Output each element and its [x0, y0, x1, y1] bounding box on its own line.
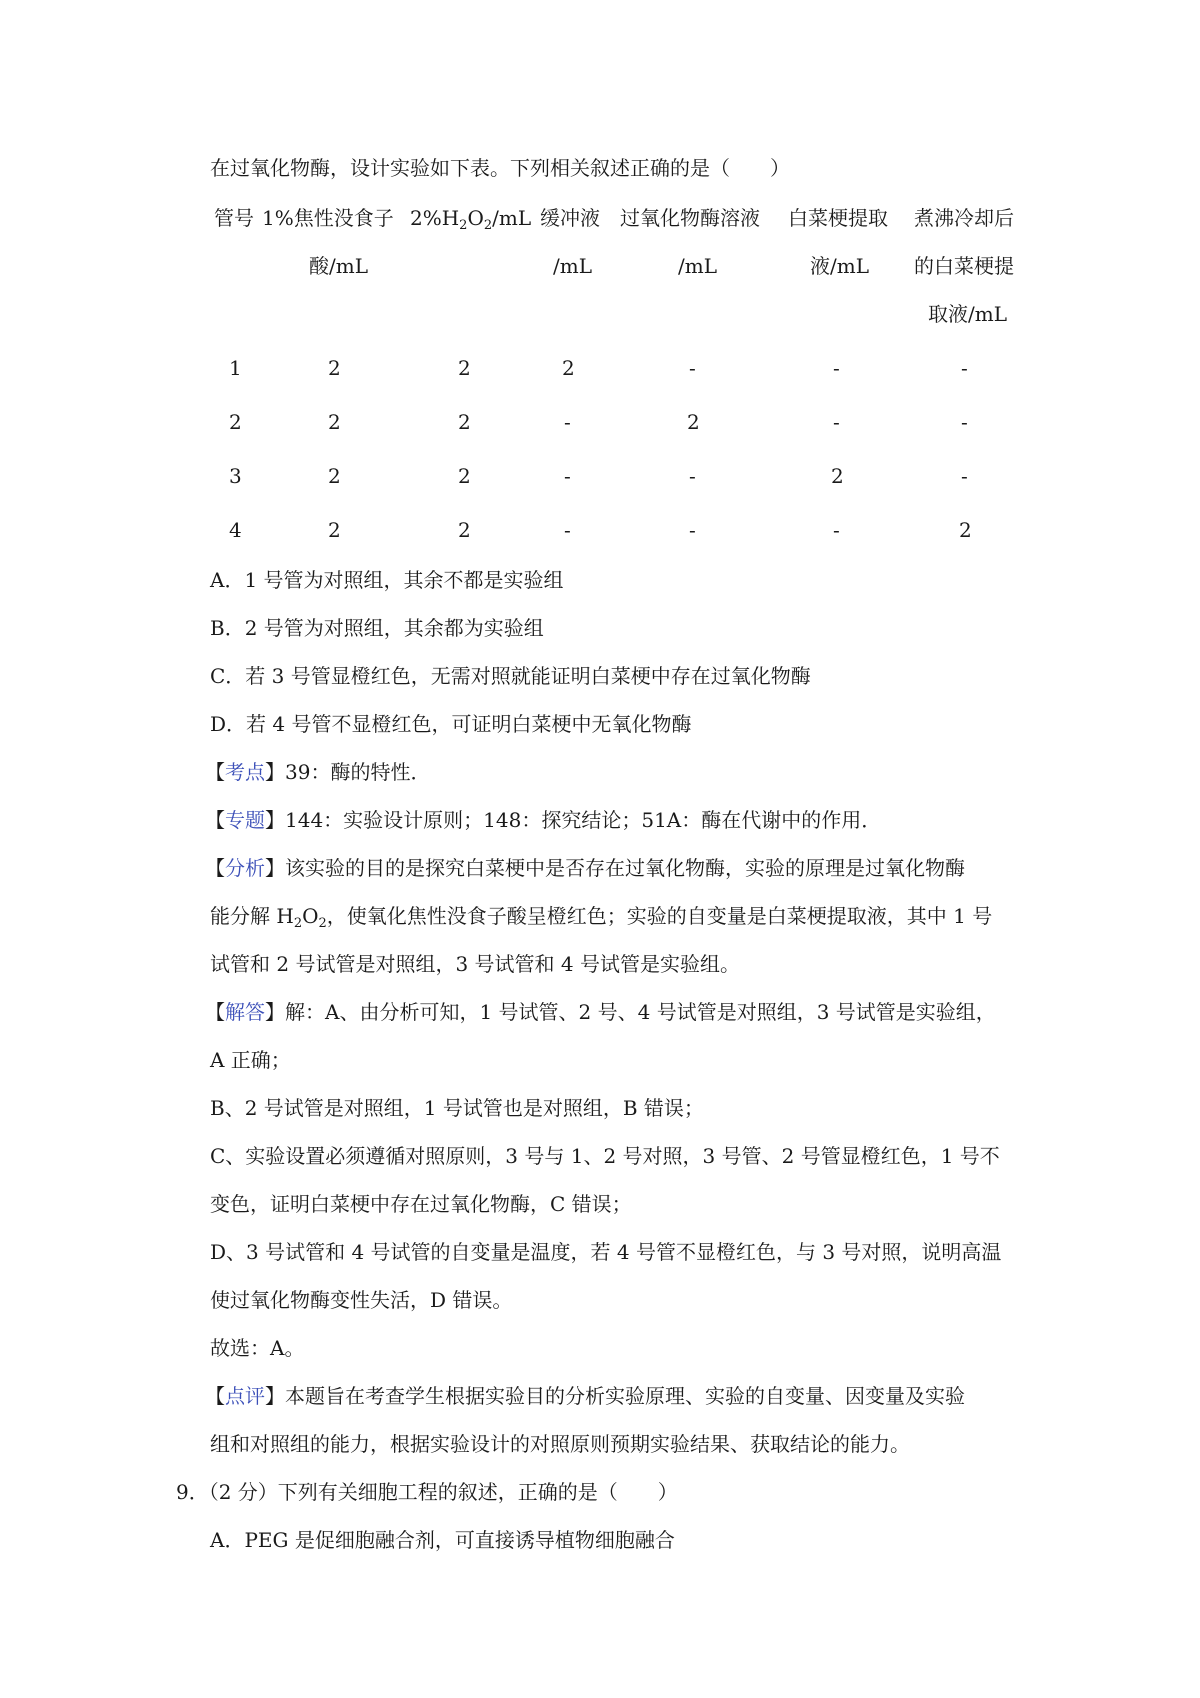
jieda-line-4: C、实验设置必须遵循对照原则，3 号与 1、2 号对照，3 号管、2 号管显橙红色，1 号不 [210, 1144, 1000, 1168]
fenxi-tag: 分析 [225, 856, 265, 880]
jieda-line-7: 使过氧化物酶变性失活，D 错误。 [210, 1288, 513, 1312]
header-boiled-extract: 煮沸冷却后 [914, 206, 1014, 230]
table-cell: 2 [687, 410, 700, 434]
dianping-line-1: 【点评】本题旨在考查学生根据实验目的分析实验原理、实验的自变量、因变量及实验 [205, 1384, 965, 1408]
question-9: 9．（2 分）下列有关细胞工程的叙述，正确的是（ ） [176, 1480, 678, 1504]
table-cell: - [961, 410, 968, 434]
jieda-tag: 解答 [225, 1000, 265, 1024]
kaodian-tag: 考点 [225, 760, 265, 784]
table-cell: 2 [328, 464, 341, 488]
header-pyrogallol-unit: 酸/mL [309, 254, 368, 278]
q9-option-a: A．PEG 是促细胞融合剂，可直接诱导植物细胞融合 [210, 1528, 675, 1552]
table-cell: - [689, 464, 696, 488]
option-b: B．2 号管为对照组，其余都为实验组 [210, 616, 544, 640]
table-cell: - [961, 464, 968, 488]
table-cell: 1 [229, 356, 242, 380]
header-pyrogallol: 1%焦性没食子 [262, 206, 394, 230]
table-cell: - [689, 356, 696, 380]
kaodian-line: 【考点】39：酶的特性． [205, 760, 431, 784]
option-a: A．1 号管为对照组，其余不都是实验组 [210, 568, 564, 592]
table-cell: - [564, 464, 571, 488]
table-cell: 2 [458, 356, 471, 380]
table-cell: 2 [959, 518, 972, 542]
dianping-line-2: 组和对照组的能力，根据实验设计的对照原则预期实验结果、获取结论的能力。 [210, 1432, 910, 1456]
dianping-tag: 点评 [225, 1384, 265, 1408]
header-boiled-extract-2: 的白菜梗提 [914, 254, 1014, 278]
zhuanti-line: 【专题】144：实验设计原则；148：探究结论；51A：酶在代谢中的作用． [205, 808, 882, 832]
option-c: C．若 3 号管显橙红色，无需对照就能证明白菜梗中存在过氧化物酶 [210, 664, 811, 688]
zhuanti-tag: 专题 [225, 808, 265, 832]
jieda-line-5: 变色，证明白菜梗中存在过氧化物酶，C 错误； [210, 1192, 632, 1216]
table-cell: 3 [229, 464, 242, 488]
table-cell: 2 [328, 356, 341, 380]
table-cell: - [961, 356, 968, 380]
fenxi-line-3: 试管和 2 号试管是对照组，3 号试管和 4 号试管是实验组。 [210, 952, 740, 976]
option-d: D．若 4 号管不显橙红色，可证明白菜梗中无氧化物酶 [210, 712, 692, 736]
header-cabbage-extract-unit: 液/mL [810, 254, 869, 278]
table-cell: 2 [458, 464, 471, 488]
header-h2o2: $2\%H_2O_2/mL$ [410, 206, 532, 233]
table-cell: - [689, 518, 696, 542]
table-cell: - [833, 410, 840, 434]
table-cell: 2 [831, 464, 844, 488]
fenxi-line-2: 能分解 $H_2O_2$，使氧化焦性没食子酸呈橙红色；实验的自变量是白菜梗提取液，其中 1 号 [210, 904, 993, 931]
header-tube-number: 管号 [214, 206, 254, 230]
jieda-line-6: D、3 号试管和 4 号试管的自变量是温度，若 4 号管不显橙红色，与 3 号对照，说明高温 [210, 1240, 1002, 1264]
table-cell: 2 [458, 518, 471, 542]
header-peroxidase: 过氧化物酶溶液 [620, 206, 760, 230]
table-cell: - [564, 518, 571, 542]
table-cell: 2 [328, 410, 341, 434]
jieda-line-3: B、2 号试管是对照组，1 号试管也是对照组，B 错误； [210, 1096, 704, 1120]
table-cell: 2 [229, 410, 242, 434]
jieda-line-2: A 正确； [210, 1048, 291, 1072]
header-buffer-unit: /mL [553, 254, 592, 278]
header-peroxidase-unit: /mL [678, 254, 717, 278]
fenxi-line-1: 【分析】该实验的目的是探究白菜梗中是否存在过氧化物酶，实验的原理是过氧化物酶 [205, 856, 965, 880]
header-buffer: 缓冲液 [540, 206, 600, 230]
table-cell: 2 [458, 410, 471, 434]
intro-line: 在过氧化物酶，设计实验如下表。下列相关叙述正确的是（ ） [210, 156, 790, 180]
table-cell: - [564, 410, 571, 434]
header-cabbage-extract: 白菜梗提取 [788, 206, 888, 230]
header-boiled-extract-unit: 取液/mL [928, 302, 1007, 326]
table-cell: 4 [229, 518, 242, 542]
table-cell: - [833, 356, 840, 380]
jieda-line-1: 【解答】解：A、由分析可知，1 号试管、2 号、4 号试管是对照组，3 号试管是实验组， [205, 1000, 996, 1024]
table-cell: 2 [328, 518, 341, 542]
table-cell: - [833, 518, 840, 542]
table-cell: 2 [562, 356, 575, 380]
jieda-line-8: 故选：A。 [210, 1336, 305, 1360]
